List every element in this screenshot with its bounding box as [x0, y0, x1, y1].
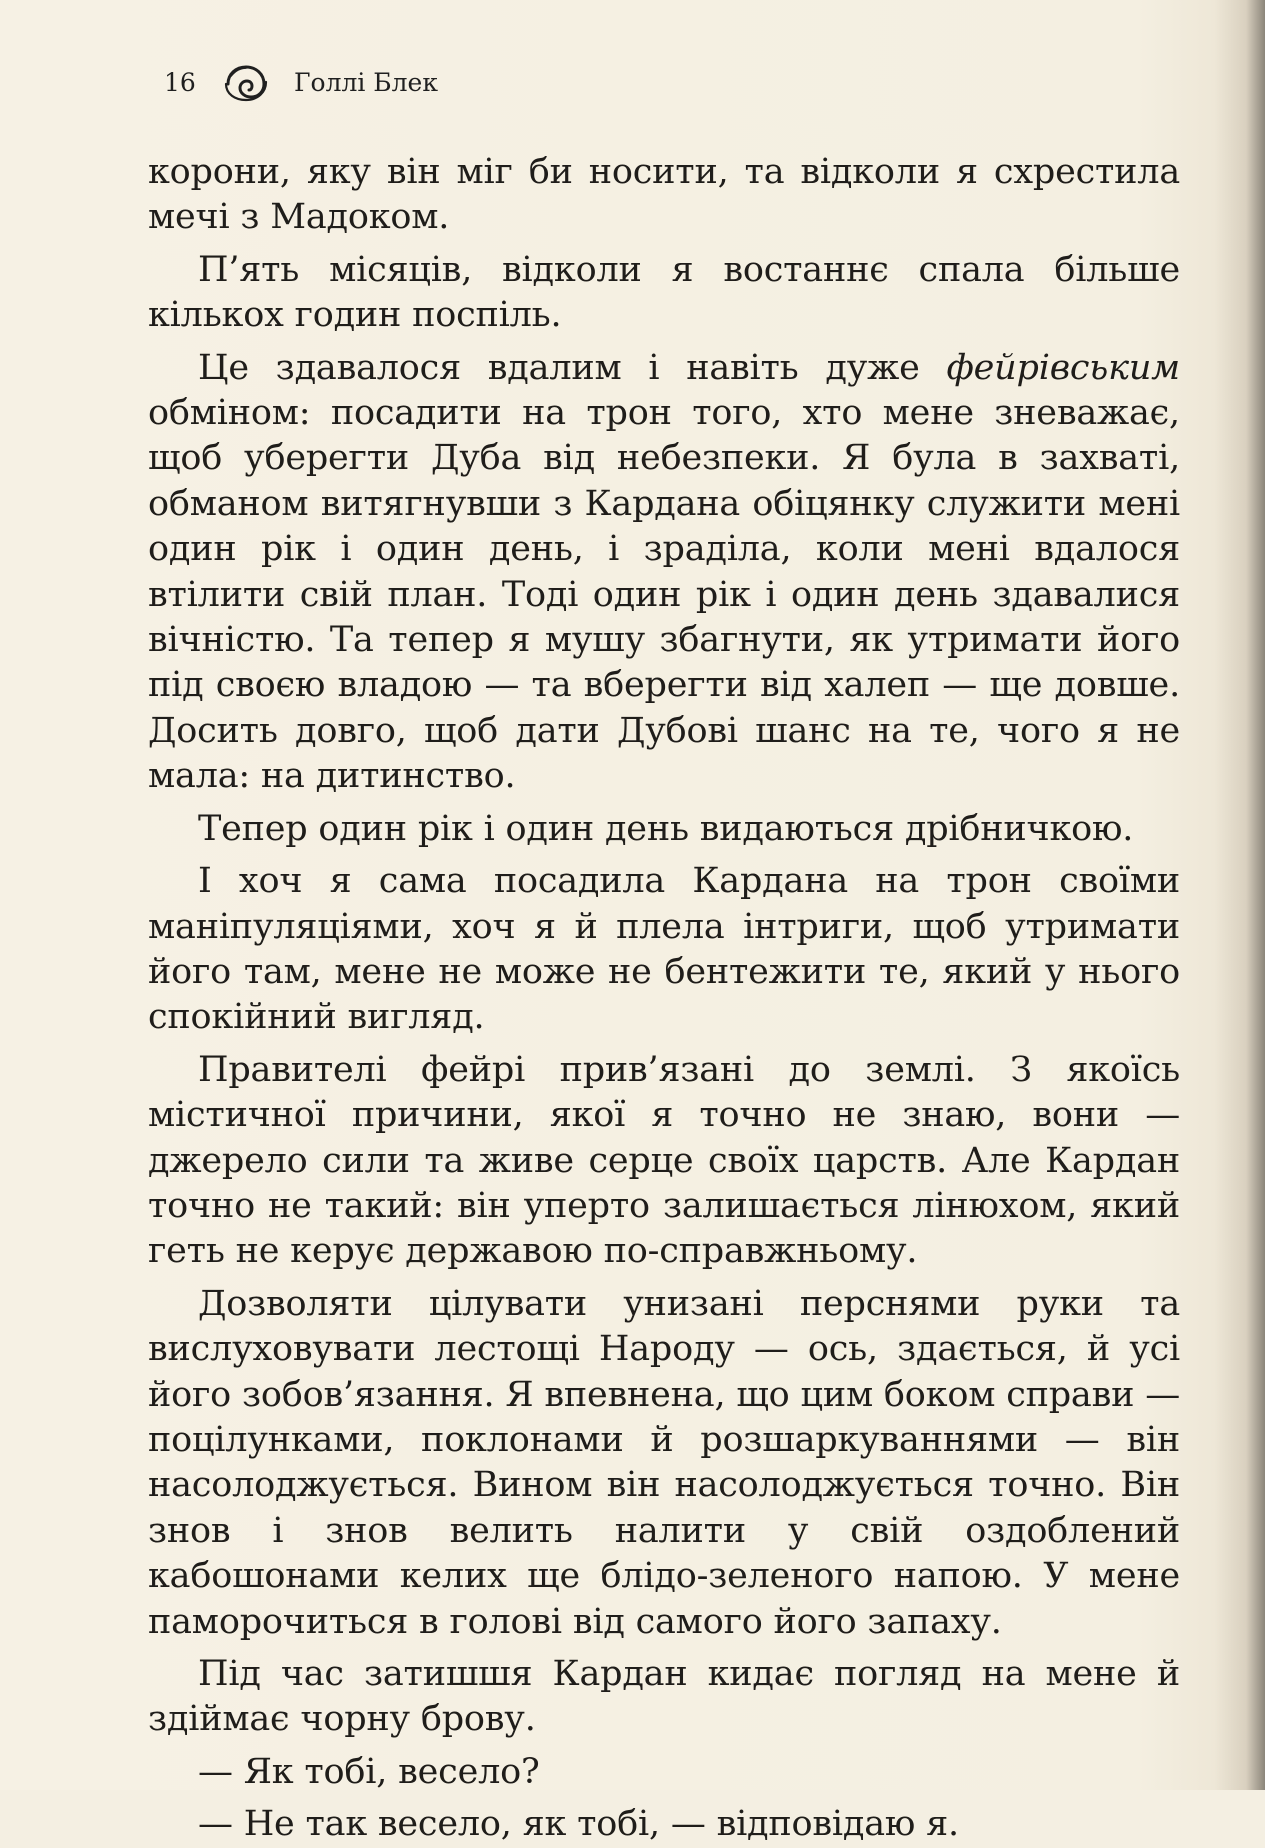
italic-word: фейрівським — [946, 347, 1180, 388]
paragraph-3-end: обміном: посадити на трон того, хто мене зневажає, щоб уберегти Дуба від небезпеки. Я була в захваті, обманом витягнувши з Кардана обіцянку служити мені один рік і один день, і зраділа, коли мені вдалося втілити свій план. Тоді один рік і один день здавалися вічністю. Та тепер я мушу збагнути, як утримати його під своєю владою — та вберегти від халеп — ще довше. Досить довго, щоб дати Дубові шанс на те, чого я не мала: на дитинство. — [148, 393, 1180, 797]
paragraph-8: Під час затишшя Кардан кидає погляд на мене й здіймає чорну брову. — [148, 1654, 1180, 1740]
paragraph-1: корони, яку він міг би носити, та відколи я схрестила мечі з Мадоком. — [148, 152, 1180, 238]
page-number: 16 — [164, 67, 196, 97]
paragraph-5: І хоч я сама посадила Кардана на трон своїми маніпуляціями, хоч я й плела інтриги, щоб утримати його там, мене не може не бентежити те, який у нього спокійний вигляд. — [148, 861, 1180, 1038]
spiral-shell-icon — [218, 60, 274, 104]
paragraph-7: Дозволяти цілувати унизані перснями руки та вислуховувати лестощі Народу — ось, здається, й усі його зобов’язання. Я впевнена, що цим боком справи — поцілунками, поклонами й розшаркуваннями — він насолоджується. Вином він насолоджується точно. Він знов і знов велить налити у свій оздоблений кабошонами келих ще блідо-зеленого напою. У мене паморочиться в голові від самого його запаху. — [148, 1283, 1180, 1642]
paragraph-4: Тепер один рік і один день видаються дрібничкою. — [198, 808, 1134, 849]
body-text — [148, 150, 1180, 1848]
dialogue-line-1: — Як тобі, весело? — [198, 1751, 540, 1792]
paragraph-3-start: Це здавалося вдалим і навіть дуже — [198, 347, 947, 388]
paragraph-6: Правителі фейрі прив’язані до землі. З якоїсь містичної причини, якої я точно не знаю, вони — джерело сили та живе серце своїх царств. Але Кардан точно не такий: він уперто залишається лінюхом, який геть не керує державою по-справжньому. — [148, 1049, 1180, 1272]
running-header — [164, 62, 438, 102]
paragraph-3 — [148, 346, 1180, 800]
author-name: Голлі Блек — [294, 67, 438, 97]
dialogue-line-2: — Не так весело, як тобі, — відповідаю я. — [198, 1804, 959, 1845]
paragraph-2: П’ять місяців, відколи я востаннє спала більше кількох годин поспіль. — [148, 249, 1180, 336]
